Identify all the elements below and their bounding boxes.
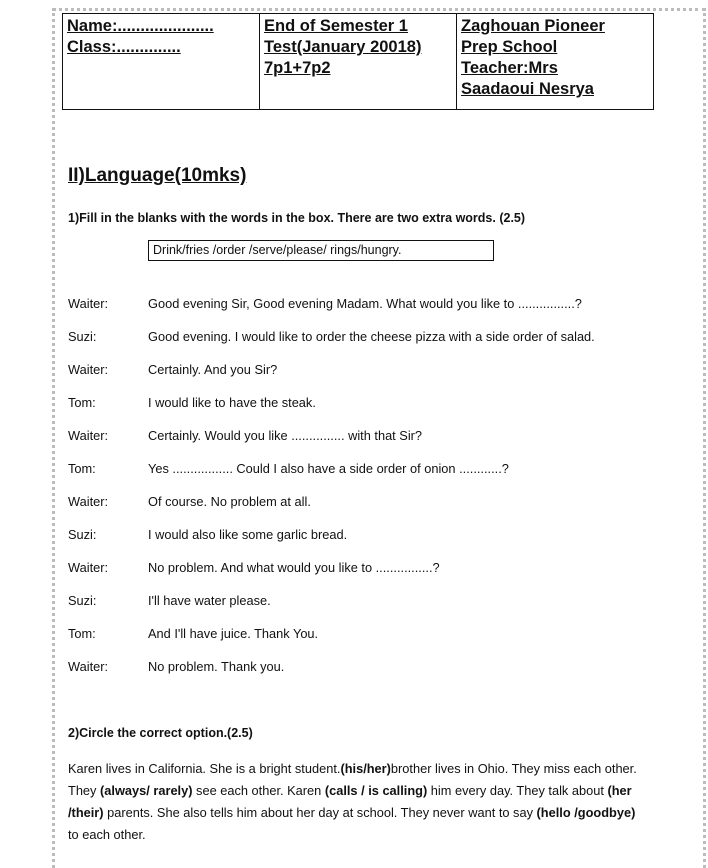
option-always-rarely: (always/ rarely) <box>100 783 193 798</box>
speech: I'll have water please. <box>148 593 271 608</box>
speaker: Tom: <box>68 461 96 476</box>
student-info-cell <box>63 14 260 109</box>
speaker: Tom: <box>68 395 96 410</box>
option-his-her: (his/her) <box>340 761 391 776</box>
para-text: parents. She also tells him about her day at school. They never want to say <box>103 805 537 820</box>
para-text: to each other. <box>68 827 146 842</box>
school-name-line1: Zaghouan Pioneer <box>461 17 605 35</box>
name-field: Name:..................... <box>67 17 214 35</box>
test-title: End of Semester 1 <box>264 17 408 35</box>
speaker: Waiter: <box>68 428 109 443</box>
speaker: Suzi: <box>68 329 97 344</box>
exercise1-instruction: 1)Fill in the blanks with the words in the box. There are two extra words. (2.5) <box>68 211 526 225</box>
test-classes: 7p1+7p2 <box>264 59 331 77</box>
class-field: Class:.............. <box>67 38 181 56</box>
speaker: Waiter: <box>68 659 109 674</box>
para-text: see each other. Karen <box>192 783 325 798</box>
speech: Good evening Sir, Good evening Madam. What would you like to ................? <box>148 296 582 311</box>
word-box: Drink/fries /order /serve/please/ rings/hungry. <box>148 240 494 261</box>
teacher-name: Saadaoui Nesrya <box>461 80 594 98</box>
speech: Yes ................. Could I also have a side order of onion ............? <box>148 461 509 476</box>
speech: I would like to have the steak. <box>148 395 316 410</box>
speech: No problem. Thank you. <box>148 659 285 674</box>
test-date: Test(January 20018) <box>264 38 422 56</box>
speaker: Tom: <box>68 626 96 641</box>
speaker: Suzi: <box>68 527 97 542</box>
speech: Certainly. And you Sir? <box>148 362 278 377</box>
speech: No problem. And what would you like to ................? <box>148 560 440 575</box>
exercise2-paragraph <box>68 758 648 846</box>
header-table <box>62 13 654 110</box>
option-hello-goodbye: (hello /goodbye) <box>536 805 636 820</box>
school-info-cell <box>457 14 653 109</box>
speech: Certainly. Would you like ............... with that Sir? <box>148 428 423 443</box>
speech: Good evening. I would like to order the cheese pizza with a side order of salad. <box>148 329 595 344</box>
speech: And I'll have juice. Thank You. <box>148 626 319 641</box>
speaker: Suzi: <box>68 593 97 608</box>
speaker: Waiter: <box>68 494 109 509</box>
exercise2-instruction: 2)Circle the correct option.(2.5) <box>68 726 253 740</box>
speech: I would also like some garlic bread. <box>148 527 348 542</box>
speaker: Waiter: <box>68 560 109 575</box>
para-text: him every day. They talk about <box>427 783 608 798</box>
speaker: Waiter: <box>68 296 109 311</box>
school-name-line2: Prep School <box>461 38 558 56</box>
para-text: brother lives in Ohio. They miss each other. They <box>68 761 637 798</box>
para-text: Karen lives in California. She is a bright student. <box>68 761 341 776</box>
option-calls: (calls / is calling) <box>324 783 428 798</box>
section-title: II)Language(10mks) <box>68 165 247 186</box>
test-info-cell <box>260 14 457 109</box>
option-her-their: (her /their) <box>68 783 632 820</box>
speaker: Waiter: <box>68 362 109 377</box>
teacher-label: Teacher:Mrs <box>461 59 558 77</box>
speech: Of course. No problem at all. <box>148 494 311 509</box>
